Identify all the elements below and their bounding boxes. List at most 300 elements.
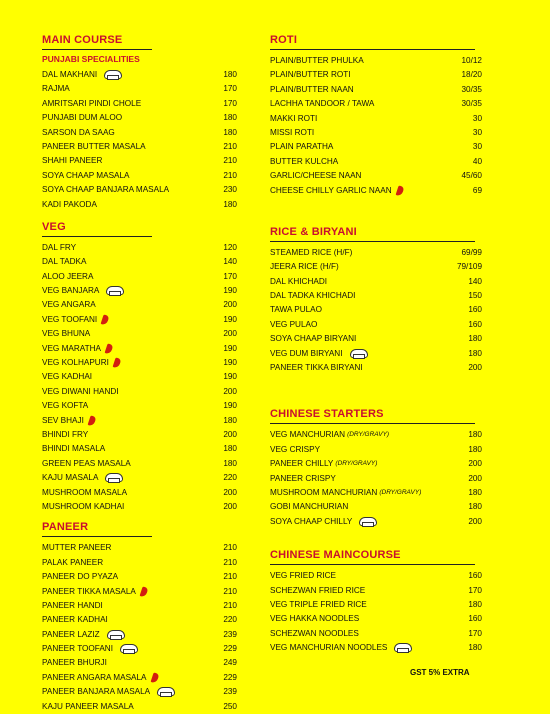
menu-item-name: PANEER LAZIZ (42, 629, 100, 639)
chef-hat-icon (105, 286, 123, 296)
chef-hat-icon (358, 517, 376, 527)
menu-item-price: 200 (223, 487, 237, 497)
menu-item (42, 154, 237, 168)
menu-item-price: 200 (223, 300, 237, 310)
roti-section (270, 34, 482, 198)
menu-item-name: PANEER TIKKA BIRYANI (270, 363, 363, 373)
menu-item (270, 457, 482, 471)
menu-item-price: 140 (223, 257, 237, 267)
menu-item-name: AMRITSARI PINDI CHOLE (42, 98, 142, 108)
menu-item-name: MUSHROOM MASALA (42, 487, 128, 497)
menu-item-name-wrap (270, 641, 448, 655)
menu-item-price: 170 (468, 585, 482, 595)
menu-item (42, 97, 237, 111)
menu-item-name-wrap (42, 628, 203, 642)
menu-item-name: PANEER BANJARA MASALA (42, 687, 151, 697)
menu-item-name-wrap (270, 584, 448, 598)
menu-item (42, 685, 237, 699)
menu-item-price: 170 (223, 84, 237, 94)
chef-hat-band (160, 692, 172, 697)
menu-item-name: MAKKI ROTI (270, 113, 318, 123)
menu-item-name: VEG TRIPLE FRIED RICE (270, 599, 367, 609)
section-title: CHINESE STARTERS (270, 408, 384, 421)
menu-item-name-wrap (42, 685, 203, 699)
menu-item-name-wrap (270, 457, 448, 471)
section-title: PANEER (42, 521, 89, 534)
menu-item (42, 198, 237, 212)
menu-item-price: 40 (472, 156, 482, 166)
menu-item-name: BUTTER KULCHA (270, 156, 339, 166)
menu-item (42, 486, 237, 500)
menu-item (270, 443, 482, 457)
menu-item-name: MUSHROOM MANCHURIAN (270, 487, 378, 497)
menu-item (42, 111, 237, 125)
chef-hat-band (108, 478, 120, 483)
menu-item-price: 200 (223, 501, 237, 511)
menu-item-name: VEG TOOFANI (42, 314, 98, 324)
chinese-maincourse-section (270, 549, 482, 655)
menu-item (42, 471, 237, 485)
menu-item-price: 180 (223, 127, 237, 137)
menu-item-name-wrap (270, 428, 448, 442)
menu-item-name: VEG KADHAI (42, 372, 93, 382)
menu-item-name-wrap (270, 598, 448, 612)
menu-item (42, 255, 237, 269)
chinese-starters-section (270, 408, 482, 529)
menu-item (270, 140, 482, 154)
menu-item-name: BHINDI MASALA (42, 444, 106, 454)
menu-item (270, 289, 482, 303)
section-title: ROTI (270, 34, 298, 46)
menu-item-name-wrap (42, 327, 203, 341)
menu-item-price: 210 (223, 543, 237, 553)
menu-item-name-wrap (42, 656, 203, 670)
menu-item-name: VEG BANJARA (42, 286, 100, 296)
menu-item-name-wrap (270, 260, 448, 274)
menu-item-price: 229 (223, 644, 237, 654)
menu-item-price: 190 (223, 343, 237, 353)
section-subtitle: PUNJABI SPECIALITIES (42, 54, 140, 64)
menu-item (42, 68, 237, 82)
menu-item-price: 180 (223, 444, 237, 454)
section-title: VEG (42, 220, 66, 233)
section-title: RICE & BIRYANI (270, 225, 357, 238)
menu-item-name-wrap (42, 599, 203, 613)
chef-hat-band (107, 75, 119, 80)
rice-biryani-section (270, 226, 482, 376)
menu-item-name-wrap (270, 126, 448, 140)
right-column (270, 34, 482, 656)
menu-item-name-wrap (42, 570, 203, 584)
menu-item-name-wrap (270, 515, 448, 529)
chili-icon (87, 415, 96, 426)
menu-item-price: 170 (223, 271, 237, 281)
menu-item (270, 332, 482, 346)
menu-item-name-wrap (270, 140, 448, 154)
menu-item-name-wrap (270, 627, 448, 641)
menu-item-name: PANEER CRISPY (270, 473, 336, 483)
menu-item-name-wrap (42, 385, 203, 399)
menu-item-name: VEG KOLHAPURI (42, 358, 109, 368)
menu-item-name: PLAIN PARATHA (270, 142, 334, 152)
menu-item-name-wrap (270, 486, 448, 500)
menu-item (42, 700, 237, 714)
menu-item-name-wrap (270, 83, 448, 97)
menu-item-name-wrap (42, 97, 203, 111)
menu-item-price: 200 (468, 363, 482, 373)
menu-item-name: PANEER CHILLY (270, 459, 334, 469)
menu-item-name-wrap (42, 111, 203, 125)
menu-item (270, 627, 482, 641)
menu-item (270, 54, 482, 68)
menu-item (270, 155, 482, 169)
menu-item-price: 190 (223, 372, 237, 382)
menu-item-price: 200 (468, 473, 482, 483)
menu-item-name: SCHEZWAN FRIED RICE (270, 585, 366, 595)
menu-item-name-wrap (42, 356, 203, 370)
menu-item-price: 200 (223, 329, 237, 339)
menu-item-name-wrap (270, 97, 448, 111)
menu-item-price: 150 (468, 291, 482, 301)
menu-item-price: 120 (223, 242, 237, 252)
menu-item-price: 200 (223, 429, 237, 439)
menu-item-name: PLAIN/BUTTER NAAN (270, 84, 354, 94)
menu-item-price: 160 (468, 305, 482, 315)
menu-item-name-wrap (42, 342, 203, 356)
menu-item-name: SOYA CHAAP BANJARA MASALA (42, 185, 170, 195)
menu-item-name: PANEER TIKKA MASALA (42, 586, 136, 596)
section-divider (42, 236, 152, 237)
menu-item (270, 83, 482, 97)
menu-item (270, 126, 482, 140)
menu-item-name: SHAHI PANEER (42, 156, 103, 166)
menu-item-price: 249 (223, 658, 237, 668)
menu-item-name: BHINDI FRY (42, 429, 89, 439)
menu-item-price: 170 (468, 628, 482, 638)
menu-item-name-wrap (42, 442, 203, 456)
menu-item-name-wrap (270, 569, 448, 583)
menu-item-name: DAL MAKHANI (42, 70, 98, 79)
menu-item-name: KADI PAKODA (42, 199, 97, 209)
menu-item-price: 69 (472, 185, 482, 195)
menu-item-name: SOYA CHAAP MASALA (42, 170, 130, 180)
menu-item-name-wrap (270, 347, 448, 361)
menu-item-name-wrap (42, 270, 203, 284)
chef-hat-icon (103, 70, 121, 80)
menu-item-price: 18/20 (461, 70, 482, 80)
chef-hat-band (362, 522, 374, 527)
menu-item-name-wrap (42, 140, 203, 154)
menu-item-name: DAL TADKA KHICHADI (270, 291, 356, 301)
menu-item-name: GARLIC/CHEESE NAAN (270, 171, 362, 181)
menu-item-name-wrap (42, 154, 203, 168)
menu-item (270, 246, 482, 260)
menu-item (42, 457, 237, 471)
menu-item-price: 220 (223, 615, 237, 625)
menu-item (42, 385, 237, 399)
menu-item (270, 68, 482, 82)
menu-item-price: 160 (468, 319, 482, 329)
chef-hat-icon (156, 687, 174, 697)
menu-item-name: VEG DUM BIRYANI (270, 348, 343, 358)
chef-hat-icon (393, 643, 411, 653)
item-list (42, 541, 237, 714)
menu-item-name: CHEESE CHILLY GARLIC NAAN (270, 185, 392, 195)
chili-icon (139, 586, 148, 597)
menu-item-price: 30/35 (461, 84, 482, 94)
menu-item-price: 180 (223, 113, 237, 123)
menu-item-price: 250 (223, 701, 237, 711)
menu-item-name-wrap (270, 500, 448, 514)
menu-item-name-wrap (42, 457, 203, 471)
menu-item (270, 347, 482, 361)
menu-item-name: VEG MANCHURIAN NOODLES (270, 643, 388, 653)
menu-item-price: 30 (472, 127, 482, 137)
section-title: CHINESE MAINCOURSE (270, 549, 401, 562)
menu-item-name: VEG ANGARA (42, 300, 96, 310)
section-divider (270, 564, 475, 565)
menu-item-price: 180 (223, 199, 237, 209)
menu-item-name: PANEER KADHAI (42, 615, 108, 625)
menu-item (270, 598, 482, 612)
menu-item (270, 584, 482, 598)
menu-item-name-wrap (42, 642, 203, 656)
menu-item-name: SEV BHAJI (42, 415, 84, 425)
menu-item (42, 642, 237, 656)
menu-item-name-wrap (42, 428, 203, 442)
menu-item-name-wrap (270, 169, 448, 183)
menu-item-price: 180 (223, 458, 237, 468)
menu-item (270, 515, 482, 529)
item-list (270, 246, 482, 376)
chef-hat-icon (104, 473, 122, 483)
menu-item-name: KAJU PANEER MASALA (42, 701, 134, 711)
menu-item-name-wrap (42, 126, 203, 140)
chef-hat-band (109, 291, 121, 296)
menu-item-price: 190 (223, 401, 237, 411)
menu-item-name-wrap (42, 471, 203, 485)
menu-item-price: 190 (223, 314, 237, 324)
menu-item (42, 599, 237, 613)
menu-item-name-wrap (270, 155, 448, 169)
chili-icon (112, 358, 121, 369)
menu-item-note: (DRY/GRAVY) (347, 431, 390, 439)
menu-item (42, 140, 237, 154)
gst-note: GST 5% EXTRA (410, 668, 470, 677)
menu-item (42, 183, 237, 197)
menu-item-price: 69/99 (461, 247, 482, 257)
menu-item-name-wrap (42, 82, 203, 96)
menu-item-price: 239 (223, 629, 237, 639)
menu-item (270, 428, 482, 442)
item-list (270, 569, 482, 655)
menu-item-name-wrap (42, 313, 203, 327)
menu-item-price: 160 (468, 614, 482, 624)
menu-item-name: PUNJABI DUM ALOO (42, 113, 123, 123)
menu-item-name: DAL TADKA (42, 257, 87, 267)
menu-item-name: SOYA CHAAP BIRYANI (270, 334, 357, 344)
menu-item (270, 361, 482, 375)
menu-item-note: (DRY/GRAVY) (335, 460, 378, 468)
menu-item-name-wrap (42, 284, 203, 298)
menu-item (270, 500, 482, 514)
item-list (270, 428, 482, 529)
menu-item-price: 180 (468, 430, 482, 440)
chef-hat-icon (349, 349, 367, 359)
menu-item-name-wrap (42, 613, 203, 627)
menu-item-name-wrap (42, 399, 203, 413)
menu-item-name-wrap (42, 414, 203, 428)
menu-item-price: 180 (468, 502, 482, 512)
menu-item (42, 126, 237, 140)
menu-item-price: 190 (223, 286, 237, 296)
menu-item (270, 184, 482, 198)
menu-item-name-wrap (270, 112, 448, 126)
menu-item-name: SCHEZWAN NOODLES (270, 628, 359, 638)
menu-item-name: DAL KHICHADI (270, 276, 328, 286)
menu-item-name: PLAIN/BUTTER PHULKA (270, 56, 364, 65)
chili-icon (101, 314, 110, 325)
menu-item (270, 112, 482, 126)
chef-hat-icon (119, 644, 137, 654)
menu-item-price: 180 (468, 487, 482, 497)
menu-item-price: 210 (223, 141, 237, 151)
menu-item-price: 180 (468, 334, 482, 344)
section-divider (270, 241, 475, 242)
menu-item-price: 180 (468, 599, 482, 609)
menu-item (42, 270, 237, 284)
menu-item-price: 200 (223, 386, 237, 396)
menu-item (42, 370, 237, 384)
menu-item-name-wrap (270, 54, 448, 68)
menu-item (42, 671, 237, 685)
menu-item (42, 327, 237, 341)
menu-item (270, 486, 482, 500)
menu-item-name: SARSON DA SAAG (42, 127, 115, 137)
menu-item-name: LACHHA TANDOOR / TAWA (270, 99, 375, 109)
menu-item (42, 656, 237, 670)
menu-item (42, 284, 237, 298)
menu-item-price: 190 (223, 358, 237, 368)
menu-item-name-wrap (42, 183, 203, 197)
menu-item-name: VEG MARATHA (42, 343, 101, 353)
chef-hat-band (110, 635, 122, 640)
menu-item-name-wrap (270, 361, 448, 375)
menu-item-name-wrap (270, 289, 448, 303)
menu-item-name: PANEER HANDI (42, 600, 103, 610)
menu-item-name: GREEN PEAS MASALA (42, 458, 131, 468)
menu-item-name: DAL FRY (42, 242, 77, 252)
menu-item-name: VEG FRIED RICE (270, 571, 336, 581)
chef-hat-icon (106, 630, 124, 640)
menu-item (42, 169, 237, 183)
menu-item-name: MISSI ROTI (270, 127, 315, 137)
menu-item (42, 399, 237, 413)
item-list (42, 68, 237, 212)
menu-item (42, 342, 237, 356)
menu-item-name: TAWA PULAO (270, 305, 323, 315)
menu-item (270, 303, 482, 317)
menu-item-price: 210 (223, 170, 237, 180)
menu-item-name: JEERA RICE (H/F) (270, 262, 339, 272)
menu-item-name-wrap (42, 68, 203, 82)
menu-item (42, 241, 237, 255)
menu-item-price: 170 (223, 98, 237, 108)
chef-hat-band (397, 648, 409, 653)
menu-item (42, 313, 237, 327)
menu-item-price: 79/109 (456, 262, 482, 272)
menu-item-name: MUTTER PANEER (42, 543, 112, 553)
menu-item-name-wrap (42, 255, 203, 269)
section-divider (42, 49, 152, 50)
menu-item (42, 628, 237, 642)
menu-item (270, 275, 482, 289)
menu-item-name-wrap (42, 486, 203, 500)
menu-item-name-wrap (270, 275, 448, 289)
menu-item-name-wrap (42, 585, 203, 599)
menu-item-name: PANEER DO PYAZA (42, 572, 119, 582)
menu-item-name: VEG BHUNA (42, 329, 91, 339)
menu-item-price: 200 (468, 459, 482, 469)
menu-item (42, 570, 237, 584)
menu-item-name-wrap (42, 370, 203, 384)
menu-item (42, 82, 237, 96)
menu-item-name: PALAK PANEER (42, 557, 104, 567)
main-course-section (42, 34, 237, 212)
menu-item (42, 585, 237, 599)
menu-item (270, 260, 482, 274)
menu-item (270, 169, 482, 183)
menu-item-name-wrap (42, 556, 203, 570)
section-divider (270, 49, 475, 50)
section-title: MAIN COURSE (42, 34, 123, 46)
item-list (42, 241, 237, 514)
menu-item-name-wrap (270, 318, 448, 332)
menu-item-name: VEG DIWANI HANDI (42, 386, 119, 396)
menu-item-price: 229 (223, 672, 237, 682)
menu-item-price: 210 (223, 557, 237, 567)
menu-item-name: RAJMA (42, 84, 70, 94)
menu-item-price: 210 (223, 572, 237, 582)
chili-icon (105, 343, 114, 354)
menu-item-price: 180 (223, 70, 237, 79)
menu-item (270, 472, 482, 486)
paneer-section (42, 521, 237, 714)
menu-item-price: 30/35 (461, 99, 482, 109)
menu-item-name: STEAMED RICE (H/F) (270, 247, 353, 257)
left-column (42, 34, 237, 714)
menu-item-price: 210 (223, 600, 237, 610)
menu-item-name: KAJU MASALA (42, 473, 99, 483)
chef-hat-band (353, 354, 365, 359)
menu-item-name-wrap (270, 68, 448, 82)
menu-item (270, 97, 482, 111)
menu-item-name-wrap (270, 612, 448, 626)
menu-item-name-wrap (42, 541, 203, 555)
menu-item (270, 612, 482, 626)
menu-item-name: VEG HAKKA NOODLES (270, 614, 360, 624)
menu-item-price: 30 (472, 113, 482, 123)
menu-item-price: 230 (223, 185, 237, 195)
menu-item-name-wrap (270, 472, 448, 486)
section-divider (270, 423, 475, 424)
menu-item-name-wrap (270, 184, 448, 198)
menu-item-price: 10/12 (461, 56, 482, 65)
menu-item-price: 239 (223, 687, 237, 697)
menu-item-name: MUSHROOM KADHAI (42, 501, 125, 511)
menu-item-name: VEG KOFTA (42, 401, 89, 411)
menu-item-name: PANEER BHURJI (42, 658, 107, 668)
